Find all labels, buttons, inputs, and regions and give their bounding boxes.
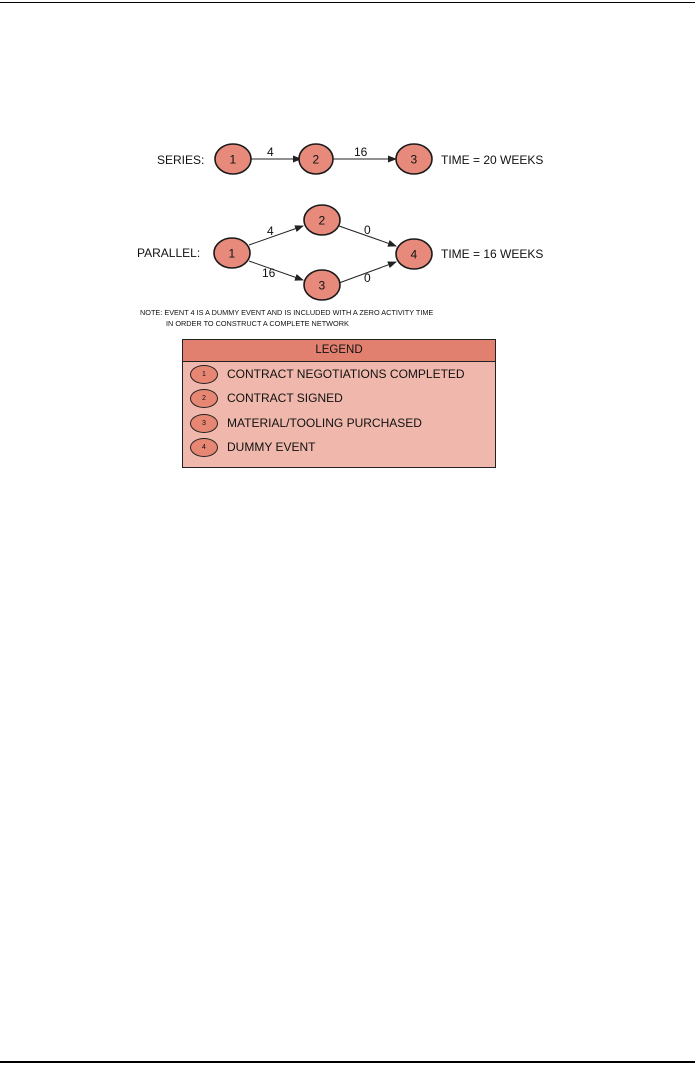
- legend-box: [182, 339, 496, 468]
- legend-item-text: CONTRACT NEGOTIATIONS COMPLETED: [227, 367, 465, 381]
- parallel-time: TIME = 16 WEEKS: [441, 247, 544, 261]
- legend-item-text: CONTRACT SIGNED: [227, 391, 343, 405]
- legend-item-text: MATERIAL/TOOLING PURCHASED: [227, 416, 422, 430]
- svg-text:1: 1: [229, 152, 237, 167]
- svg-text:1: 1: [228, 246, 236, 261]
- parallel-edge-1-2: [249, 226, 303, 245]
- parallel-edge-1-3: [249, 261, 303, 280]
- series-edge-label-1-2: 4: [267, 145, 274, 159]
- svg-text:2: 2: [318, 213, 326, 228]
- svg-text:3: 3: [318, 278, 326, 293]
- svg-text:4: 4: [410, 247, 418, 262]
- legend-title: LEGEND: [183, 340, 495, 362]
- legend-item: [190, 437, 315, 457]
- series-node-3: [396, 144, 432, 174]
- series-edge-label-2-3: 16: [354, 145, 368, 159]
- legend-item-text: DUMMY EVENT: [227, 440, 316, 454]
- note-line-1: NOTE: EVENT 4 IS A DUMMY EVENT AND IS INCLUDED WITH A ZERO ACTIVITY TIME: [140, 308, 434, 317]
- parallel-edge-label-3-4: 0: [364, 271, 371, 285]
- legend-event-badge: 1: [190, 365, 218, 384]
- parallel-node-4: [396, 239, 432, 269]
- legend-item: [190, 364, 465, 384]
- parallel-edge-label-2-4: 0: [364, 223, 371, 237]
- parallel-node-2: [304, 205, 340, 235]
- parallel-edge-label-1-3: 16: [262, 266, 276, 280]
- legend-event-badge: 3: [190, 414, 218, 433]
- legend-event-badge: 2: [190, 389, 218, 408]
- legend-item: [190, 413, 422, 433]
- series-node-2: [299, 144, 333, 174]
- legend-event-badge: 4: [190, 438, 218, 457]
- note-line-2: IN ORDER TO CONSTRUCT A COMPLETE NETWORK: [166, 319, 349, 328]
- parallel-node-1: [214, 238, 250, 268]
- svg-text:2: 2: [312, 152, 320, 167]
- parallel-node-3: [304, 270, 340, 300]
- series-label: SERIES:: [157, 153, 205, 167]
- svg-text:3: 3: [410, 152, 418, 167]
- legend-item: [190, 388, 343, 408]
- series-node-1: [215, 144, 251, 174]
- parallel-edge-label-1-2: 4: [267, 224, 274, 238]
- parallel-label: PARALLEL:: [137, 246, 201, 260]
- bottom-rule: [0, 1061, 695, 1063]
- series-time: TIME = 20 WEEKS: [441, 153, 544, 167]
